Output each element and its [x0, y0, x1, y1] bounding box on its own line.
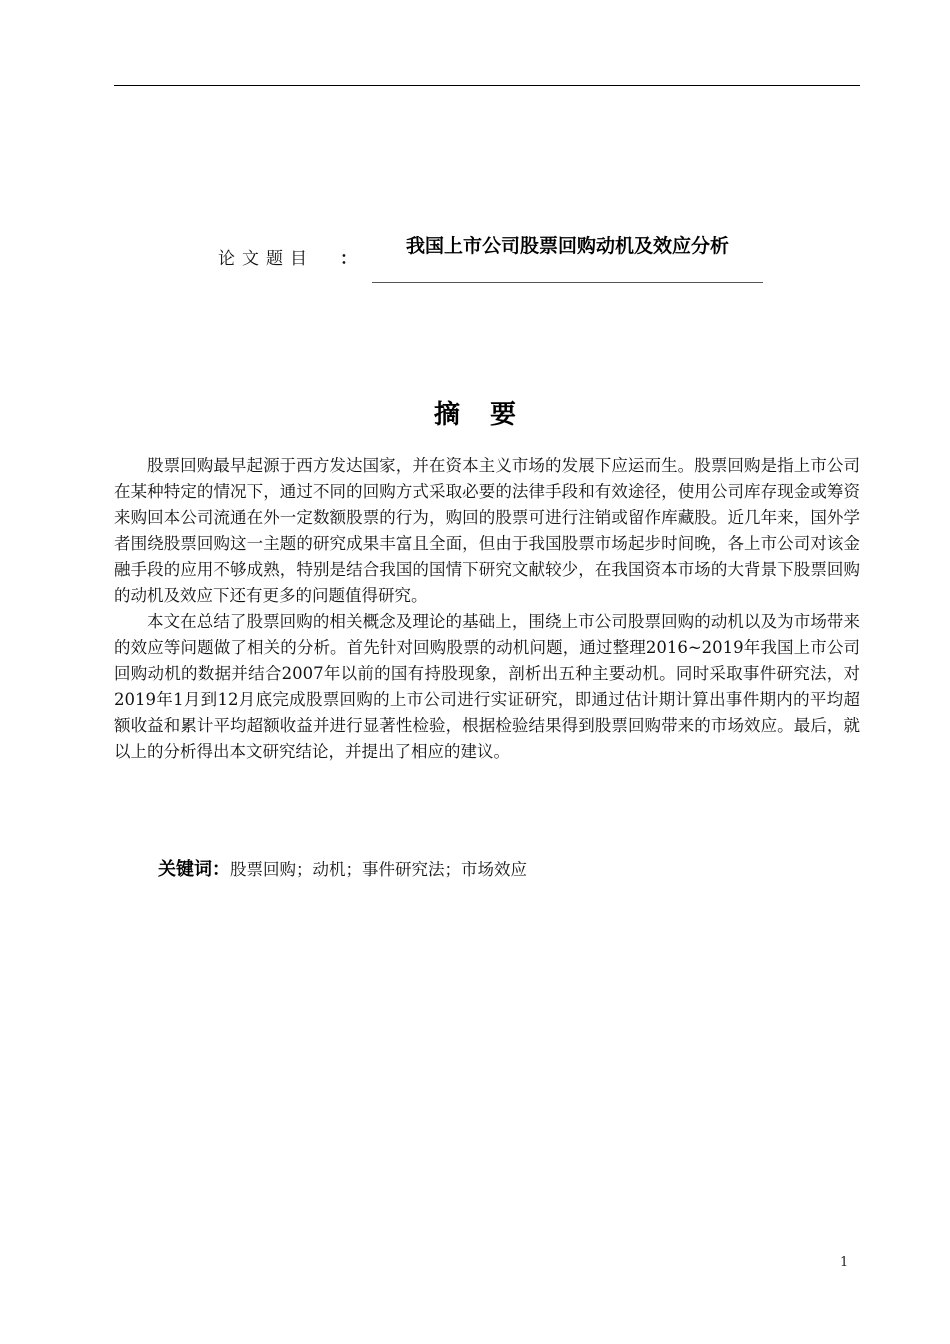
keywords-text: 股票回购；动机；事件研究法；市场效应	[230, 860, 527, 879]
thesis-title-colon: ：	[340, 249, 357, 269]
abstract-heading: 摘要	[433, 400, 546, 430]
abstract-paragraph: 本文在总结了股票回购的相关概念及理论的基础上，围绕上市公司股票回购的动机以及为市场带来的效应等问题做了相关的分析。首先针对回购股票的动机问题，通过整理2016~2019年我国上市公司回购动机的数据并结合2007年以前的国有持股现象，剖析出五种主要动机。同时采取事件研究法，对2019年1月到12月底完成股票回购的上市公司进行实证研究，即通过估计期计算出事件期内的平均超额收益和累计平均超额收益并进行显著性检验，根据检验结果得到股票回购带来的市场效应。最后，就以上的分析得出本文研究结论，并提出了相应的建议。	[114, 612, 860, 761]
abstract-body	[114, 453, 860, 765]
thesis-title-underline	[372, 282, 763, 283]
keywords-line	[158, 856, 527, 884]
page-number: 1	[840, 1255, 849, 1270]
abstract-paragraph: 股票回购最早起源于西方发达国家，并在资本主义市场的发展下应运而生。股票回购是指上市公司在某种特定的情况下，通过不同的回购方式采取必要的法律手段和有效途径，使用公司库存现金或筹资来购回本公司流通在外一定数额股票的行为，购回的股票可进行注销或留作库藏股。近几年来，国外学者围绕股票回购这一主题的研究成果丰富且全面，但由于我国股票市场起步时间晚，各上市公司对该金融手段的应用不够成熟，特别是结合我国的国情下研究文献较少，在我国资本市场的大背景下股票回购的动机及效应下还有更多的问题值得研究。	[114, 456, 860, 605]
thesis-title: 我国上市公司股票回购动机及效应分析	[405, 235, 729, 257]
thesis-title-label: 论文题目	[218, 249, 314, 269]
header-rule	[114, 85, 860, 86]
thesis-title-block	[0, 230, 950, 290]
keywords-label: 关键词：	[158, 859, 230, 880]
